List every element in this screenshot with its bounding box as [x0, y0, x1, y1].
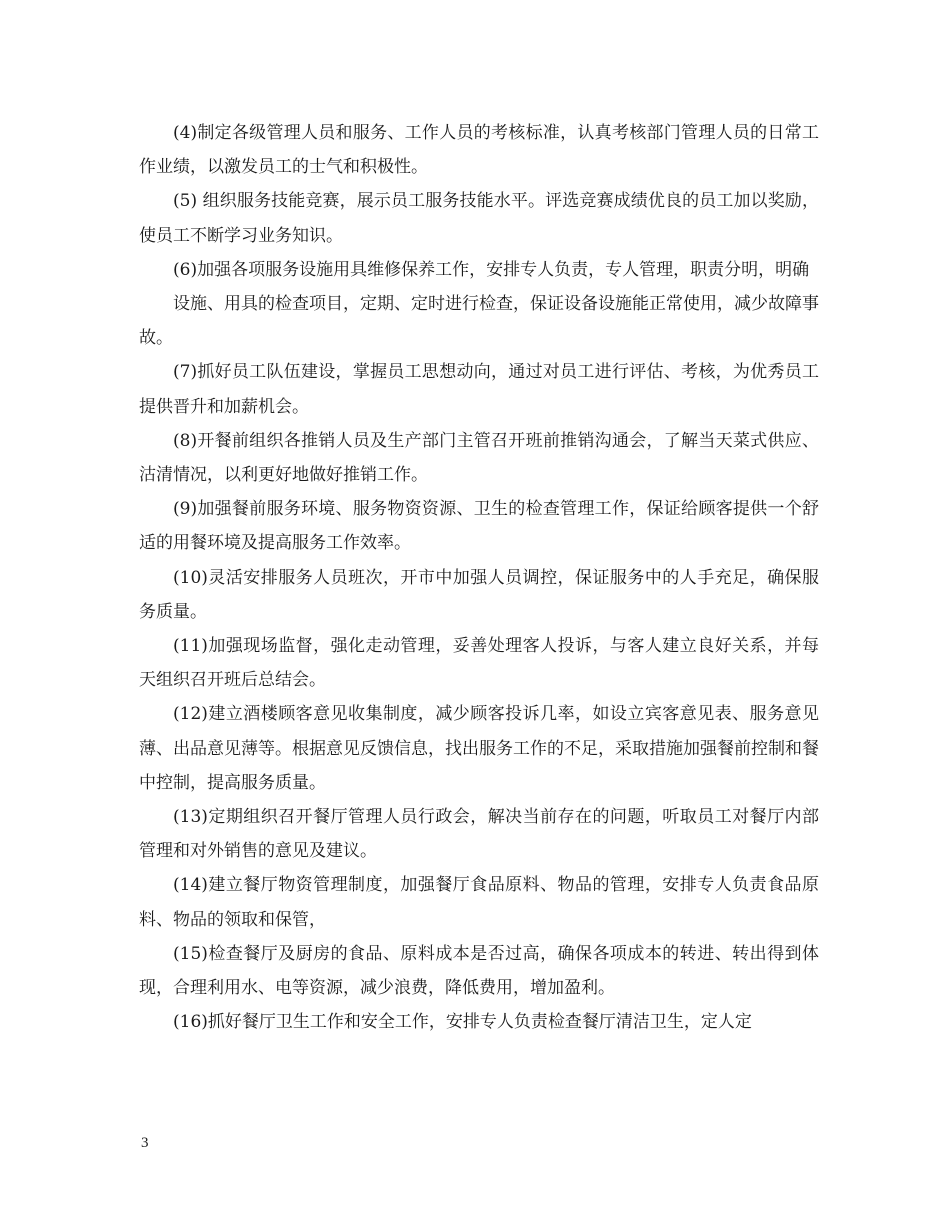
paragraph-15: (15)检查餐厅及厨房的食品、原料成本是否过高，确保各项成本的转进、转出得到体现，合理利用水、电等资源，减少浪费，降低费用，增加盈利。 — [139, 943, 819, 999]
paragraph-7: (7)抓好员工队伍建设，掌握员工思想动向，通过对员工进行评估、考核，为优秀员工提供晋升和加薪机会。 — [139, 362, 819, 417]
paragraph-16: (16)抓好餐厅卫生工作和安全工作，安排专人负责检查餐厅清洁卫生，定人定 — [173, 1012, 752, 1033]
document-body — [139, 116, 819, 1039]
paragraph-6-continued: 设施、用具的检查项目，定期、定时进行检查，保证设备设施能正常使用，减少故障事故。 — [139, 294, 819, 349]
page-number: 3 — [141, 1135, 149, 1151]
paragraph-5: (5) 组织服务技能竞赛，展示员工服务技能水平。评选竞赛成绩优良的员工加以奖励，使员工不断学习业务知识。 — [139, 191, 819, 246]
paragraph-13: (13)定期组织召开餐厅管理人员行政会，解决当前存在的问题，听取员工对餐厅内部管理和对外销售的意见及建议。 — [139, 807, 819, 862]
paragraph-12: (12)建立酒楼顾客意见收集制度，减少顾客投诉几率，如设立宾客意见表、服务意见薄、出品意见薄等。根据意见反馈信息，找出服务工作的不足，采取措施加强餐前控制和餐中控制，提高服务质量。 — [139, 704, 819, 793]
paragraph-9: (9)加强餐前服务环境、服务物资资源、卫生的检查管理工作，保证给顾客提供一个舒适的用餐环境及提高服务工作效率。 — [139, 499, 819, 554]
paragraph-10: (10)灵活安排服务人员班次，开市中加强人员调控，保证服务中的人手充足，确保服务质量。 — [139, 567, 819, 622]
paragraph-14: (14)建立餐厅物资管理制度，加强餐厅食品原料、物品的管理，安排专人负责食品原料、物品的领取和保管， — [139, 875, 819, 930]
paragraph-8: (8)开餐前组织各推销人员及生产部门主管召开班前推销沟通会，了解当天菜式供应、沽清情况，以利更好地做好推销工作。 — [139, 430, 819, 486]
paragraph-6: (6)加强各项服务设施用具维修保养工作，安排专人负责，专人管理，职责分明，明确 — [173, 259, 810, 280]
paragraph-11: (11)加强现场监督，强化走动管理，妥善处理客人投诉，与客人建立良好关系，并每天组织召开班后总结会。 — [139, 636, 819, 691]
paragraph-4: (4)制定各级管理人员和服务、工作人员的考核标准，认真考核部门管理人员的日常工作业绩，以激发员工的士气和积极性。 — [139, 123, 819, 178]
